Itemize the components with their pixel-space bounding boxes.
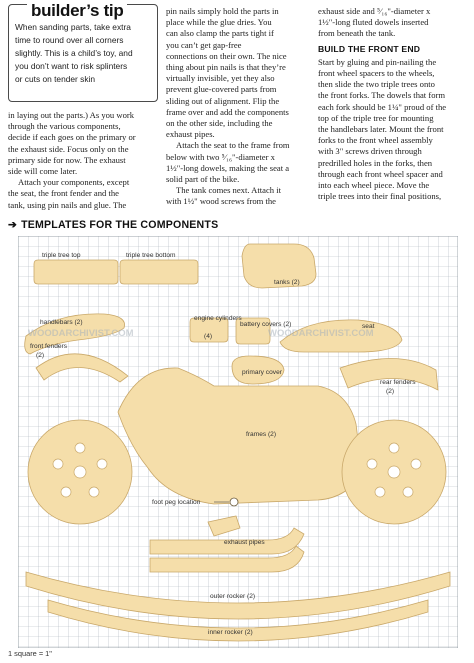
text-line: pin nails simply hold the parts in <box>166 6 279 16</box>
text-line: 1½"-long fluted dowels inserted <box>318 17 429 28</box>
rear-wheel-hole <box>411 459 421 469</box>
foot-peg-marker <box>230 498 238 506</box>
text-line: forks to the front wheel assembly <box>318 135 433 146</box>
label-triple-tree-bottom: triple tree bottom <box>126 252 176 259</box>
label-seat: seat <box>362 323 375 330</box>
text-line: triple trees into their final positions, <box>318 191 442 202</box>
front-wheel-hole <box>97 459 107 469</box>
label-frames: frames (2) <box>246 431 277 438</box>
text-line: side will come later. <box>8 166 78 177</box>
article-column-1 <box>8 110 160 211</box>
label-rear-fenders: rear fenders <box>380 379 416 386</box>
label-handlebars: handlebars (2) <box>40 319 83 326</box>
article-column-2 <box>166 6 316 208</box>
text-line: through each front wheel spacer and <box>318 168 443 179</box>
text-line: from beneath the tank. <box>318 28 396 39</box>
text-line: through the various components, <box>8 121 121 132</box>
label-front-fenders: front fenders <box>30 343 68 350</box>
text-line: with 1½" wood screws from the <box>166 196 276 207</box>
text-line: the front forks. The dowels that form <box>318 90 446 101</box>
text-line: decide if each goes on the primary or <box>8 132 136 143</box>
front-wheel-hub <box>74 466 86 478</box>
tip-line: slightly. This is a child’s toy, and <box>15 48 133 58</box>
text-line: connections on their own. The nice <box>166 50 287 61</box>
subheading-build-front-end: BUILD THE FRONT END <box>318 43 421 54</box>
front-wheel-hole <box>89 487 99 497</box>
text-line: place while the glue dries. You <box>166 17 272 28</box>
triple-tree-top-template <box>34 260 118 284</box>
tip-line: time to round over all corners <box>15 35 124 45</box>
rear-wheel-hub <box>388 466 400 478</box>
text-line: the exhaust side. Focus only on the <box>8 143 129 154</box>
label-engine-cylinders-count: (4) <box>204 333 213 340</box>
text-line: top of the triple tree for mounting <box>318 112 434 123</box>
text-line: front wheel spacers to the wheels, <box>318 68 435 79</box>
text-line: the handlebars later. Mount the front <box>318 124 444 135</box>
label-triple-tree-top: triple tree top <box>42 252 81 259</box>
watermark-right: WOODARCHIVIST.COM <box>268 328 374 339</box>
text-line: you can’t get gap-free <box>166 39 242 50</box>
text-line: below with two ⁵⁄₁₆"-diameter x <box>166 151 275 162</box>
label-battery-covers: battery covers (2) <box>240 321 292 328</box>
rear-wheel-hole <box>367 459 377 469</box>
text-line: each fork should be 1¼" proud of the <box>318 101 447 112</box>
text-line: prevent glue-covered parts from <box>166 84 277 95</box>
text-line: the seat, the front fender and the <box>8 188 119 199</box>
front-wheel-hole <box>61 487 71 497</box>
text-line: then slide the two triple trees onto <box>318 79 435 90</box>
text-line: primary side for now. The exhaust <box>8 154 126 165</box>
text-line: Start by gluing and pin-nailing the <box>318 56 437 67</box>
label-tanks: tanks (2) <box>274 279 300 286</box>
rear-wheel-hole <box>375 487 385 497</box>
text-line: thing about pin nails is that they’re <box>166 62 286 73</box>
front-wheel-hole <box>75 443 85 453</box>
label-primary-cover: primary cover <box>242 369 282 376</box>
tip-line: or cuts on tender skin <box>15 74 96 84</box>
text-line: can also clamp the parts tight if <box>166 28 274 39</box>
section-title: TEMPLATES FOR THE COMPONENTS <box>21 219 219 231</box>
text-line: exhaust side and ⁵⁄₁₆"-diameter x <box>318 6 431 16</box>
text-line: with 3" screws driven through <box>318 146 422 157</box>
text-line: virtually invisible, yet they also <box>166 73 275 84</box>
label-foot-peg-location: foot peg location <box>152 499 201 506</box>
label-front-fenders-count: (2) <box>36 352 45 359</box>
text-line: 1½"-long dowels, making the seat a <box>166 162 290 173</box>
text-line: predrilled holes in the forks, then <box>318 157 433 168</box>
templates-grid-plate <box>18 236 458 648</box>
text-line: frame over and add the components <box>166 106 289 117</box>
label-outer-rocker: outer rocker (2) <box>210 593 256 600</box>
tip-line: you don’t want to risk splinters <box>15 61 128 71</box>
label-exhaust-pipes: exhaust pipes <box>224 539 265 546</box>
text-line: Attach the seat to the frame from <box>176 140 290 151</box>
front-wheel-hole <box>53 459 63 469</box>
article-column-3 <box>318 6 468 202</box>
text-line: in laying out the parts.) As you work <box>8 110 135 120</box>
text-line: Attach your components, except <box>18 177 130 188</box>
label-inner-rocker: inner rocker (2) <box>208 629 253 636</box>
scale-footnote: 1 square = 1" <box>8 649 52 658</box>
rear-wheel-hole <box>389 443 399 453</box>
text-line: exhaust pipes. <box>166 129 215 140</box>
builders-tip-body <box>15 21 153 86</box>
text-line: into each wheel piece. Move the <box>318 180 430 191</box>
label-rear-fenders-count: (2) <box>386 388 395 395</box>
builders-tip-title: builder’s tip <box>27 1 127 21</box>
text-line: The tank comes next. Attach it <box>176 185 282 196</box>
rear-wheel-hole <box>403 487 413 497</box>
text-line: solid part of the bike. <box>166 174 240 185</box>
arrow-right-icon: ➔ <box>8 219 18 231</box>
text-line: on the other side, including the <box>166 118 273 129</box>
section-heading <box>8 219 218 231</box>
text-line: sliding out of alignment. Flip the <box>166 95 280 106</box>
builders-tip-box <box>8 1 158 102</box>
triple-tree-bottom-template <box>120 260 198 284</box>
text-line: tank, using pin nails and glue. The <box>8 199 127 210</box>
label-engine-cylinders: engine cylinders <box>194 315 242 322</box>
tip-line: When sanding parts, take extra <box>15 22 131 32</box>
watermark-left: WOODARCHIVIST.COM <box>28 328 134 339</box>
